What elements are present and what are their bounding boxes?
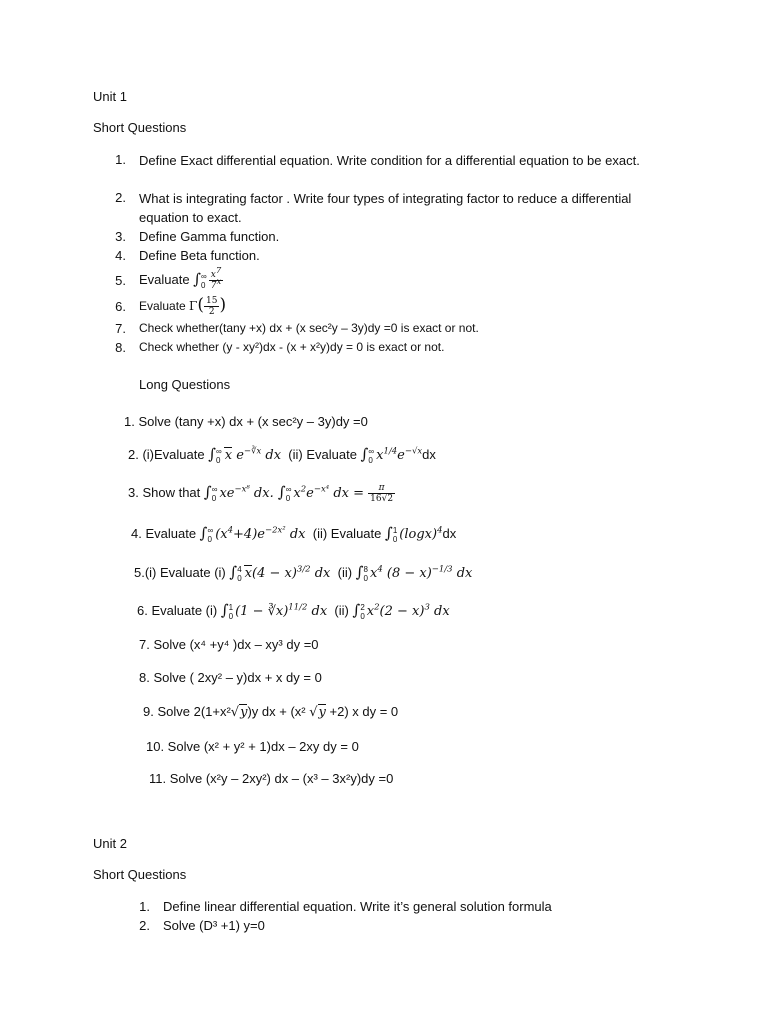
question-text: Define Exact differential equation. Write condition for a differential equation to be exact.: [139, 153, 640, 168]
question-text: Solve (D³ +1) y=0: [163, 918, 265, 933]
question-text: Define linear differential equation. Write it’s general solution formula: [163, 899, 552, 914]
question-formula: Evaluate Γ( $\frac{15}{2}$ ): [139, 295, 227, 318]
question-text: Define Gamma function.: [139, 229, 280, 244]
list-number: 1.: [115, 152, 126, 167]
list-item: 11. Solve (x²y – 2xy²) dx – (x³ – 3x²y)dy =0: [149, 771, 394, 786]
list-item: 2. (i)Evaluate ∫ ∞ 0 x $e^{-∛x}$ dx (ii) Evaluate ∫ ∞ 0 $x^{1/4}e^{-√x}dx$: [128, 445, 436, 465]
list-item: 9. Solve 2(1+x²√y)y dx + (x² √y +2) x dy = 0: [143, 704, 399, 720]
unit-1-title: Unit 1: [93, 89, 127, 104]
list-number: 2.: [139, 918, 150, 933]
list-item: 10. Solve (x² + y² + 1)dx – 2xy dy = 0: [146, 739, 359, 754]
list-item: 5.(i) Evaluate (i) ∫ 4 0 $x(4 - x)^{3/2}$ dx (ii) ∫ 8 0 $x^4$ $(8 - x)^{-1/3}$ dx: [134, 563, 473, 583]
list-item: 3. Show that ∫ ∞ 0 $xe^{-x^8}$ dx. ∫ ∞ 0 $x^2e^{-x^4}$ dx = $\frac{\pi}{16√2}$: [128, 483, 394, 505]
list-item: 8. Solve ( 2xy² – y)dx + x dy = 0: [139, 670, 322, 685]
list-number: 1.: [139, 899, 150, 914]
question-text: Check whether (y - xy²)dx - (x + x²y)dy = 0 is exact or not.: [139, 340, 445, 354]
list-number: 3.: [115, 229, 126, 244]
question-label: Evaluate: [139, 299, 186, 313]
list-number: 4.: [115, 248, 126, 263]
list-number: 6.: [115, 299, 126, 314]
list-item: 7. Solve (x⁴ +y⁴ )dx – xy³ dy =0: [139, 637, 319, 652]
list-item: 6. Evaluate (i) ∫ 1 0 (1 − ∛x)$^{11/2}$ dx (ii) ∫ 2 0 $x^2(2 - x)^3$ dx: [137, 601, 450, 621]
unit-2-short-heading: Short Questions: [93, 867, 187, 882]
unit-1-long-heading: Long Questions: [139, 377, 231, 392]
list-item: 4. Evaluate ∫ ∞ 0 $(x^4+4)e^{-2x^2}$ dx (ii) Evaluate ∫ 1 0 $(\log x)^4dx$: [131, 524, 457, 544]
list-number: 5.: [115, 273, 126, 288]
question-text: Check whether(tany +x) dx + (x sec²y – 3y)dy =0 is exact or not.: [139, 321, 479, 335]
question-text: Define Beta function.: [139, 248, 260, 263]
question-label: Evaluate: [139, 272, 190, 287]
unit-1-short-heading: Short Questions: [93, 120, 187, 135]
question-formula: Evaluate ∫ ∞ 0 $\frac{x^7}{7^x}$: [139, 266, 222, 292]
list-number: 8.: [115, 340, 126, 355]
list-item: 1. Solve (tany +x) dx + (x sec²y – 3y)dy =0: [124, 414, 368, 429]
list-number: 7.: [115, 321, 126, 336]
question-text: What is integrating factor . Write four types of integrating factor to reduce a differential equation to exact.: [139, 191, 632, 225]
list-number: 2.: [115, 190, 126, 205]
unit-2-title: Unit 2: [93, 836, 127, 851]
